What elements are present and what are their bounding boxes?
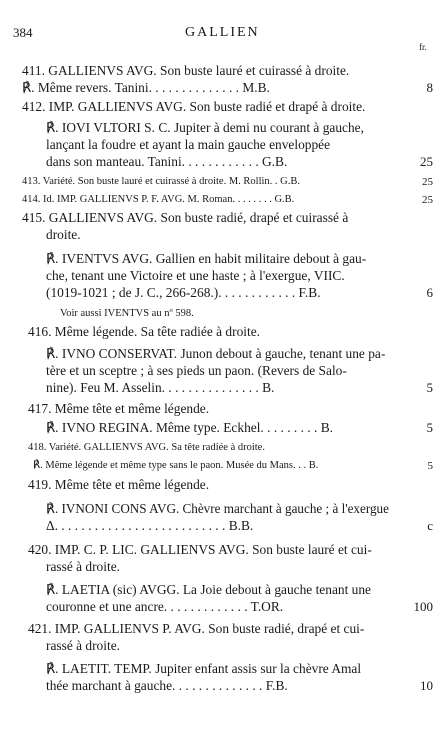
line-text: ℟. LAETIA (sic) AVGG. La Joie debout à gauche tenant une (46, 582, 371, 597)
catalog-line (0, 379, 446, 397)
catalog-line (0, 98, 446, 116)
catalog-line (0, 323, 446, 341)
line-text: ℟. IVNONI CONS AVG. Chèvre marchant à gauche ; à l'exergue (46, 501, 389, 516)
catalog-line (0, 677, 446, 695)
line-text: rassé à droite. (46, 638, 120, 653)
line-text: che, tenant une Victoire et une haste ; à l'exergue, VIIC. (46, 268, 345, 283)
running-title: GALLIEN (185, 25, 260, 40)
line-text: Δ. . . . . . . . . . . . . . . . . . . . . . . . . . B.B. (46, 518, 254, 533)
price-value: 5 (427, 460, 433, 472)
line-text: ℟. Même revers. Tanini. . . . . . . . . . . . . . M.B. (22, 80, 270, 95)
line-text: dans son manteau. Tanini. . . . . . . . . . . . G.B. (46, 154, 288, 169)
catalog-line (0, 345, 446, 363)
catalog-line (0, 541, 446, 559)
catalog-line (0, 362, 446, 380)
catalog-line (0, 119, 446, 137)
catalog-line (0, 250, 446, 268)
page-number: 384 (13, 25, 33, 40)
line-text: ℟. Même légende et même type sans le paon. Musée du Mans. . . B. (33, 460, 319, 471)
catalog-line (0, 517, 446, 535)
line-text: 419. Même tête et même légende. (28, 477, 210, 492)
price-value: 25 (422, 176, 433, 188)
line-text: 411. GALLIENVS AVG. Son buste lauré et cuirassé à droite. (22, 63, 350, 78)
line-text: nine). Feu M. Asselin. . . . . . . . . . . . . . . B. (46, 380, 275, 395)
line-text: Voir aussi IVENTVS au nº 598. (60, 308, 194, 319)
line-text: thée marchant à gauche. . . . . . . . . . . . . . F.B. (46, 678, 288, 693)
price-value: c (427, 518, 433, 533)
line-text: 420. IMP. C. P. LIC. GALLIENVS AVG. Son buste lauré et cui- (28, 542, 372, 557)
catalog-line (0, 267, 446, 285)
catalog-line (0, 79, 446, 97)
line-text: couronne et une ancre. . . . . . . . . . . . . T.OR. (46, 599, 284, 614)
catalog-line (0, 637, 446, 655)
catalog-line (0, 226, 446, 244)
line-text: ℟. IOVI VLTORI S. C. Jupiter à demi nu courant à gauche, (46, 120, 364, 135)
catalog-line (0, 191, 446, 209)
line-text: 412. IMP. GALLIENVS AVG. Son buste radié et drapé à droite. (22, 99, 366, 114)
catalog-line (0, 660, 446, 678)
price-column-header: fr. (419, 42, 427, 52)
catalog-line (0, 598, 446, 616)
price-value: 10 (420, 678, 433, 693)
price-value: 6 (426, 285, 433, 300)
line-text: ℟. IVNO CONSERVAT. Junon debout à gauche, tenant une pa- (46, 346, 386, 361)
line-text: 415. GALLIENVS AVG. Son buste radié, drapé et cuirassé à (22, 210, 349, 225)
catalog-line (0, 62, 446, 80)
line-text: droite. (46, 227, 81, 242)
line-text: lançant la foudre et ayant la main gauche enveloppée (46, 137, 331, 152)
line-text: 418. Variété. GALLIENVS AVG. Sa tête radiée à droite. (28, 442, 265, 453)
catalog-line (0, 305, 446, 323)
line-text: tère et un sceptre ; à ses pieds un paon. (Revers de Salo- (46, 363, 347, 378)
catalog-line (0, 439, 446, 457)
line-text: 417. Même tête et même légende. (28, 401, 210, 416)
catalog-line (0, 209, 446, 227)
catalog-line (0, 173, 446, 191)
price-value: 8 (426, 80, 433, 95)
catalog-line (0, 284, 446, 302)
line-text: ℟. IVNO REGINA. Même type. Eckhel. . . . . . . . . B. (46, 420, 333, 435)
catalog-line (0, 620, 446, 638)
line-text: rassé à droite. (46, 559, 120, 574)
catalog-line (0, 136, 446, 154)
line-text: ℟. LAETIT. TEMP. Jupiter enfant assis sur la chèvre Amal (46, 661, 362, 676)
line-text: 414. Id. IMP. GALLIENVS P. F. AVG. M. Roman. . . . . . . . G.B. (22, 194, 295, 205)
price-value: 5 (426, 380, 433, 395)
price-value: 25 (420, 154, 433, 169)
catalog-line (0, 581, 446, 599)
catalog-line (0, 457, 446, 475)
price-value: 100 (413, 599, 433, 614)
line-text: 421. IMP. GALLIENVS P. AVG. Son buste radié, drapé et cui- (28, 621, 365, 636)
line-text: 413. Variété. Son buste lauré et cuirassé à droite. M. Rollin. . G.B. (22, 176, 301, 187)
catalog-line (0, 400, 446, 418)
price-value: 5 (426, 420, 433, 435)
catalog-line (0, 476, 446, 494)
line-text: ℟. IVENTVS AVG. Gallien en habit militaire debout à gau- (46, 251, 367, 266)
catalog-line (0, 500, 446, 518)
catalog-line (0, 558, 446, 576)
catalog-line (0, 419, 446, 437)
line-text: (1019-1021 ; de J. C., 266-268.). . . . . . . . . . . . F.B. (46, 285, 321, 300)
price-value: 25 (422, 194, 433, 206)
line-text: 416. Même légende. Sa tête radiée à droite. (28, 324, 261, 339)
catalog-line (0, 153, 446, 171)
